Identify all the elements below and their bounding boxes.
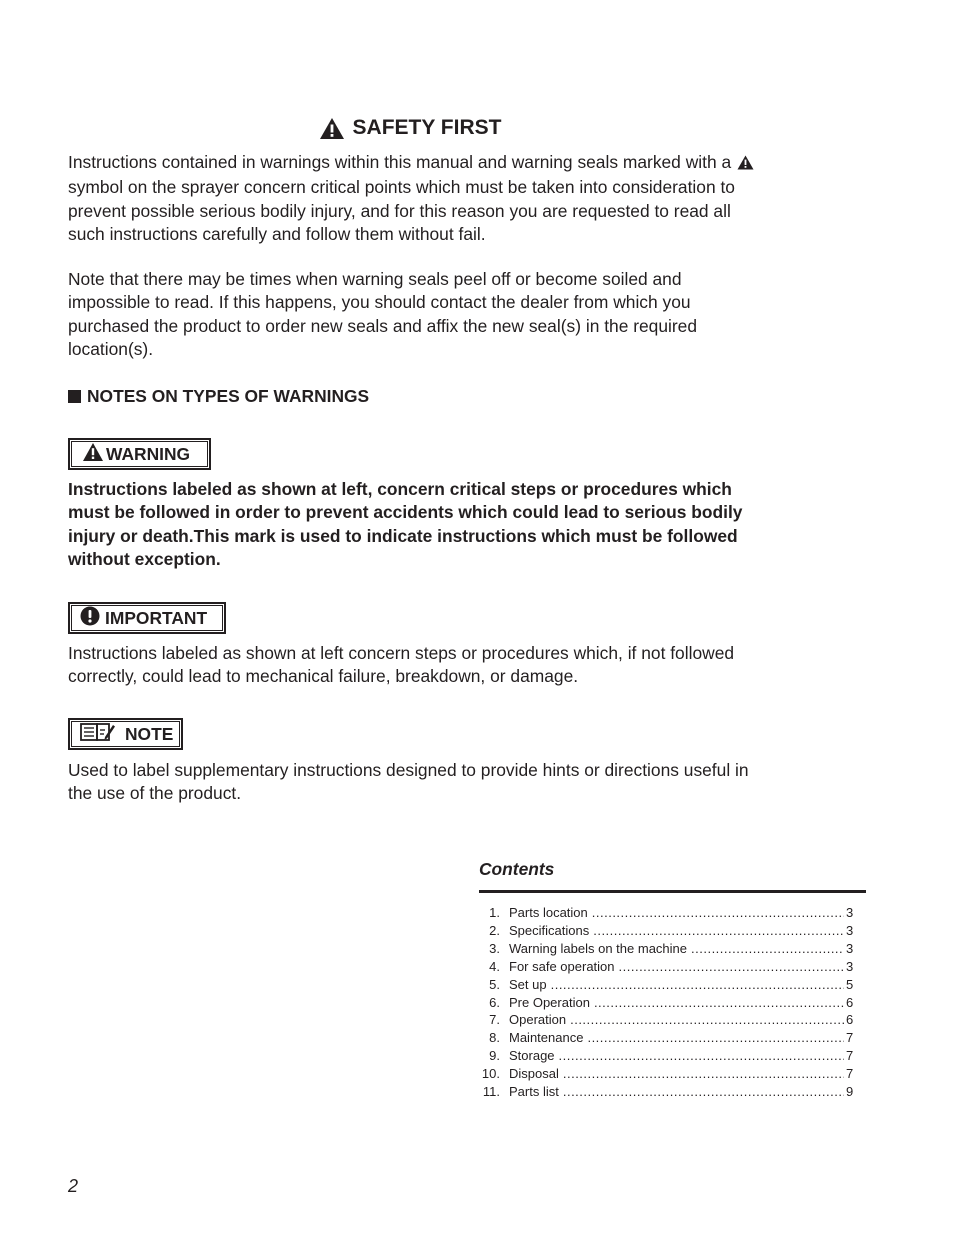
important-description: Instructions labeled as shown at left concern steps or procedures which, if not followed correctly, could lead to mechanical failure, breakdown, or damage. <box>68 643 735 687</box>
warning-triangle-icon <box>319 117 345 140</box>
dot-leader <box>559 1047 844 1065</box>
contents-item-number: 7. <box>489 1012 500 1028</box>
intro-paragraph-2: Note that there may be times when warning seals peel off or become soiled and impossible to read. If this happens, you should contact the dealer from which you purchased the product to order new seals and affix the new seal(s) in the required location(s). <box>68 269 698 360</box>
dot-leader <box>593 922 844 940</box>
dot-leader <box>587 1029 844 1047</box>
contents-item <box>479 1011 866 1029</box>
contents-item-label: Set up <box>509 976 547 992</box>
contents-item-number: 5. <box>489 976 500 992</box>
contents-item-page: 3 <box>846 940 854 956</box>
contents-item <box>479 1083 866 1101</box>
dot-leader <box>563 1083 844 1101</box>
contents-title: Contents <box>479 858 866 893</box>
notebook-pencil-icon <box>80 722 116 747</box>
contents-item-page: 3 <box>846 958 854 974</box>
contents-item-page: 7 <box>846 1048 854 1064</box>
important-label-text: IMPORTANT <box>105 607 208 628</box>
contents-item-page: 7 <box>846 1030 854 1046</box>
contents-item-number: 4. <box>489 958 500 974</box>
notes-heading-text: NOTES ON TYPES OF WARNINGS <box>87 386 370 406</box>
intro-text-before-symbol: Instructions contained in warnings within this manual and warning seals marked with a <box>68 152 732 172</box>
contents-item-number: 2. <box>489 922 500 938</box>
contents-item-number: 8. <box>489 1030 500 1046</box>
contents-item-number: 3. <box>489 940 500 956</box>
contents-item-page: 3 <box>846 905 854 920</box>
contents-item-page: 5 <box>846 976 854 992</box>
contents-item-label: Operation <box>509 1012 567 1028</box>
important-label-box <box>68 602 226 634</box>
page-number: 2 <box>68 1176 79 1196</box>
contents-item-label: Parts location <box>509 905 588 920</box>
contents-item-number: 11. <box>482 1084 500 1100</box>
contents-item-page: 3 <box>846 922 854 938</box>
dot-leader <box>592 904 844 922</box>
warning-description: Instructions labeled as shown at left, concern critical steps or procedures which must be followed in order to prevent accidents which could lead to serious bodily injury or death.This mark is used to indicate instructions which must be followed without exception. <box>68 479 743 570</box>
contents-item-page: 6 <box>846 1012 854 1028</box>
contents-item-page: 7 <box>846 1066 854 1082</box>
contents-item <box>479 1065 866 1083</box>
contents-item <box>479 1047 866 1065</box>
contents-item <box>479 976 866 994</box>
contents-item-label: Parts list <box>509 1084 559 1100</box>
contents-item-number: 1. <box>489 905 500 920</box>
contents-list <box>479 904 866 1101</box>
warning-triangle-icon <box>82 442 104 467</box>
note-description: Used to label supplementary instructions designed to provide hints or directions useful in the use of the product. <box>68 760 749 804</box>
contents-item <box>479 1029 866 1047</box>
page-title <box>0 114 820 142</box>
intro-text-after-symbol: symbol on the sprayer concern critical points which must be taken into consideration to prevent possible serious bodily injury, and for this reason you are requested to read all such instructions carefully and follow them without fail. <box>68 177 735 245</box>
contents-item-label: Maintenance <box>509 1030 584 1046</box>
warning-triangle-icon <box>737 153 754 176</box>
dot-leader <box>594 994 844 1012</box>
dot-leader <box>619 958 844 976</box>
note-label-text: NOTE <box>125 723 174 744</box>
contents-item-number: 6. <box>489 994 500 1010</box>
contents-item-label: Pre Operation <box>509 994 590 1010</box>
exclamation-circle-icon <box>80 606 100 631</box>
page-title-text: SAFETY FIRST <box>352 116 502 139</box>
contents-item-page: 6 <box>846 994 854 1010</box>
contents-item-label: For safe operation <box>509 958 615 974</box>
dot-leader <box>570 1011 844 1029</box>
contents-item <box>479 994 866 1012</box>
dot-leader <box>691 940 844 958</box>
contents-item-page: 9 <box>846 1084 854 1100</box>
note-label-box <box>68 718 183 750</box>
dot-leader <box>551 976 844 994</box>
contents-item-number: 10. <box>481 1066 500 1082</box>
contents-item-label: Disposal <box>509 1066 559 1082</box>
table-of-contents <box>479 858 866 1101</box>
warning-label-box <box>68 438 211 470</box>
square-bullet-icon <box>68 390 81 403</box>
contents-item <box>479 922 866 940</box>
contents-item-label: Storage <box>509 1048 555 1064</box>
intro-paragraph-1 <box>68 151 768 247</box>
contents-item <box>479 958 866 976</box>
dot-leader <box>563 1065 844 1083</box>
contents-item-label: Specifications <box>509 922 590 938</box>
contents-item-label: Warning labels on the machine <box>509 940 688 956</box>
contents-item <box>479 940 866 958</box>
warning-label-text: WARNING <box>106 443 191 464</box>
notes-section-heading <box>68 385 369 408</box>
contents-item-number: 9. <box>489 1048 500 1064</box>
contents-item <box>479 904 866 922</box>
